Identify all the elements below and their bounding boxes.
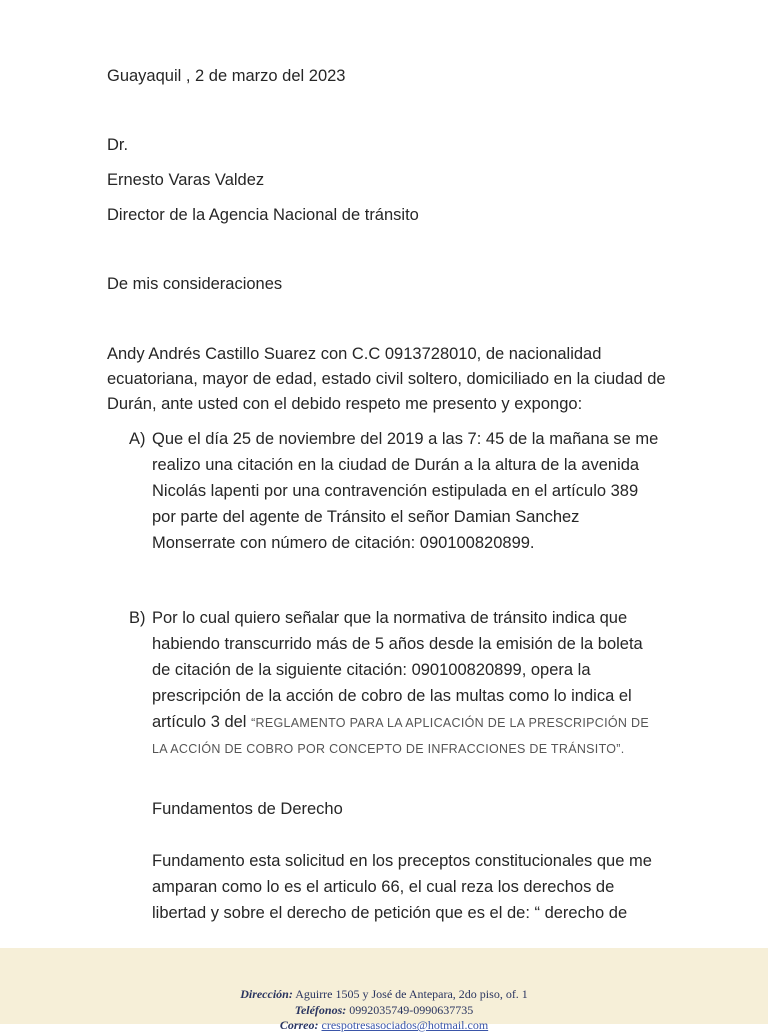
list-item-text xyxy=(152,605,659,761)
list-item-b xyxy=(129,605,659,761)
address-value: Aguirre 1505 y José de Antepara, 2do piso, of. 1 xyxy=(295,987,528,1001)
email-link[interactable]: crespotresasociados@hotmail.com xyxy=(321,1018,489,1032)
list-item-a xyxy=(129,426,659,556)
footer-phones xyxy=(0,1003,768,1017)
intro-paragraph: Andy Andrés Castillo Suarez con C.C 0913728010, de nacionalidad ecuatoriana, mayor de edad, estado civil soltero, domiciliado en la ciudad de Durán, ante usted con el debido respeto me presento y expongo: xyxy=(107,345,666,413)
list-item-text: Que el día 25 de noviembre del 2019 a las 7: 45 de la mañana se me realizo una citación en la ciudad de Durán a la altura de la avenida Nicolás lapenti por una contravención estipulada en el artículo 389 por parte del agente de Tránsito el señor Damian Sanchez Monserrate con número de citación: 090100820899. xyxy=(152,430,659,552)
list-item-body: Por lo cual quiero señalar que la normativa de tránsito indica que habiendo transcurrido más de 5 años desde la emisión de la boleta de citación de la siguiente citación: 090100820899, opera la prescripción de la acción de cobro de las multas como lo indica el artículo 3 del xyxy=(152,609,643,731)
footer-address xyxy=(0,987,768,1001)
letterhead-footer xyxy=(0,948,768,1032)
email-label: Correo: xyxy=(279,1018,319,1032)
phones-label: Teléfonos: xyxy=(294,1003,347,1017)
section-heading: Fundamentos de Derecho xyxy=(152,800,343,818)
recipient-name: Ernesto Varas Valdez xyxy=(107,171,265,189)
list-item-label: A) xyxy=(129,430,146,448)
footer-email xyxy=(0,1018,768,1032)
phones-value: 0992035749-0990637735 xyxy=(349,1003,474,1017)
address-label: Dirección: xyxy=(240,987,293,1001)
recipient-role: Director de la Agencia Nacional de tránsito xyxy=(107,206,419,224)
section-paragraph: Fundamento esta solicitud en los preceptos constitucionales que me amparan como lo es el articulo 66, el cual reza los derechos de libertad y sobre el derecho de petición que es el de: “ derecho de xyxy=(152,852,652,922)
recipient-title: Dr. xyxy=(107,136,129,154)
regulation-quote: “REGLAMENTO PARA LA APLICACIÓN DE LA PRESCRIPCIÓN DE LA ACCIÓN DE COBRO POR CONCEPTO DE INFRACCIONES DE TRÁNSITO”. xyxy=(152,716,649,756)
greeting: De mis consideraciones xyxy=(107,275,283,293)
list-item-label: B) xyxy=(129,609,146,627)
date-line: Guayaquil , 2 de marzo del 2023 xyxy=(107,67,346,85)
